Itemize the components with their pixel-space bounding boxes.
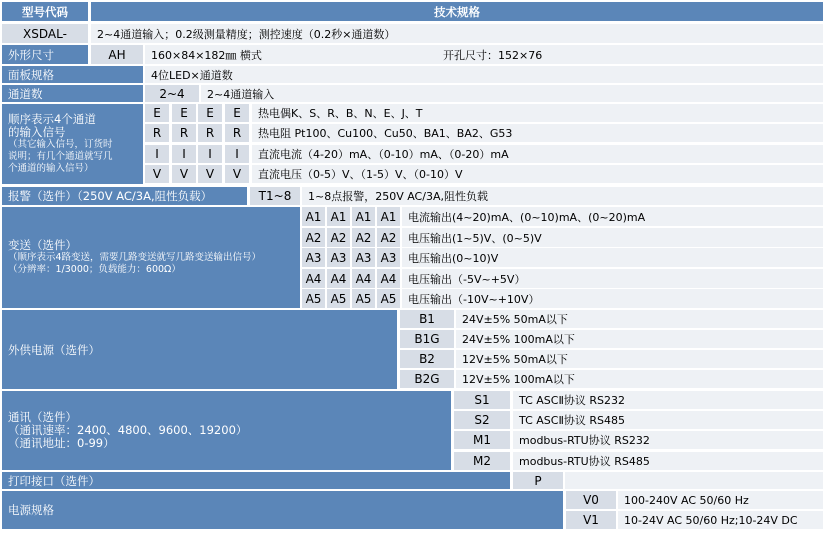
comm-protocol-description: TC ASCⅡ协议 RS232 — [513, 391, 823, 409]
transmit-output-description: 电压输出（-5V~+5V） — [402, 269, 823, 288]
alarm-label: 报警（选件）（250V AC/3A,阻性负载） — [2, 187, 247, 205]
channels-value: 2~4通道输入 — [201, 85, 823, 102]
comm-note1: （通讯速率：2400、4800、9600、19200） — [8, 423, 248, 437]
input-label-block — [2, 104, 143, 184]
shape-size — [145, 45, 823, 64]
alarm-description: 1~8点报警，250V AC/3A,阻性负载 — [302, 187, 823, 205]
base-model-code: XSDAL- — [2, 24, 88, 43]
input-note-line1: （其它输入信号，订货时 — [8, 139, 113, 150]
power-description: 100-240V AC 50/60 Hz — [618, 491, 823, 509]
input-code-cell: I — [145, 145, 169, 163]
power-out-code: B1 — [400, 310, 454, 328]
power-out-description: 24V±5% 50mA以下 — [456, 310, 823, 328]
transmit-code-cell: A1 — [302, 207, 325, 226]
shape-code: AH — [91, 45, 143, 64]
transmit-code-cell: A2 — [327, 228, 350, 247]
transmit-code-cell: A3 — [377, 248, 400, 267]
input-code-cell: V — [172, 165, 196, 183]
transmit-code-cell: A1 — [327, 207, 350, 226]
comm-code: M2 — [454, 452, 510, 470]
comm-protocol-description: modbus-RTU协议 RS232 — [513, 431, 823, 449]
power-out-code: B2G — [400, 370, 454, 388]
transmit-output-description: 电压输出(0~10)V — [402, 248, 823, 267]
comm-note2: （通讯地址：0-99） — [8, 436, 115, 450]
print-empty-cell — [565, 472, 823, 489]
transmit-code-cell: A4 — [352, 269, 375, 288]
input-code-cell: R — [172, 124, 196, 142]
power-description: 10-24V AC 50/60 Hz;10-24V DC — [618, 511, 823, 529]
shape-cutout-text: 开孔尺寸：152×76 — [443, 48, 543, 62]
transmit-code-cell: A3 — [352, 248, 375, 267]
power-out-description: 24V±5% 100mA以下 — [456, 330, 823, 348]
comm-code: S2 — [454, 411, 510, 429]
power-out-description: 12V±5% 50mA以下 — [456, 350, 823, 368]
input-label-line2: 的输入信号 — [8, 125, 66, 139]
comm-code: S1 — [454, 391, 510, 409]
input-code-cell: E — [172, 104, 196, 122]
transmit-code-cell: A1 — [377, 207, 400, 226]
input-code-cell: I — [225, 145, 249, 163]
input-signal-description: 热电偶K、S、R、B、N、E、J、T — [252, 104, 823, 122]
transmit-note1: （顺序表示4路变送，需要几路变送就写几路变送输出信号） — [8, 252, 262, 263]
transmit-code-cell: A5 — [352, 289, 375, 308]
transmit-code-cell: A4 — [302, 269, 325, 288]
input-code-cell: E — [198, 104, 222, 122]
input-code-cell: E — [225, 104, 249, 122]
power-label: 电源规格 — [2, 491, 563, 529]
transmit-label: 变送（选件） — [8, 238, 77, 252]
base-description: 2~4通道输入；0.2级测量精度；测控速度（0.2秒×通道数） — [91, 24, 823, 43]
alarm-code: T1~8 — [250, 187, 300, 205]
channels-code: 2~4 — [145, 85, 199, 102]
transmit-label-block — [2, 207, 300, 308]
transmit-note2: （分辨率：1/3000；负载能力：600Ω） — [8, 264, 181, 275]
panel-label: 面板规格 — [2, 66, 143, 83]
input-code-cell: V — [145, 165, 169, 183]
channels-label: 通道数 — [2, 85, 143, 102]
transmit-code-cell: A5 — [302, 289, 325, 308]
power-out-code: B1G — [400, 330, 454, 348]
transmit-output-description: 电压输出（-10V~+10V） — [402, 289, 823, 308]
transmit-code-cell: A5 — [377, 289, 400, 308]
power-out-code: B2 — [400, 350, 454, 368]
transmit-code-cell: A5 — [327, 289, 350, 308]
shape-size-text: 160×84×182㎜ 横式 — [151, 48, 262, 62]
header-tech-spec: 技术规格 — [91, 2, 823, 21]
power-code: V1 — [566, 511, 616, 529]
transmit-code-cell: A4 — [377, 269, 400, 288]
transmit-code-cell: A4 — [327, 269, 350, 288]
input-code-cell: R — [145, 124, 169, 142]
comm-label-block — [2, 391, 451, 470]
transmit-code-cell: A3 — [302, 248, 325, 267]
comm-label: 通讯（选件） — [8, 410, 77, 424]
panel-value: 4位LED×通道数 — [145, 66, 823, 83]
transmit-code-cell: A1 — [352, 207, 375, 226]
input-code-cell: I — [172, 145, 196, 163]
transmit-code-cell: A2 — [352, 228, 375, 247]
input-code-cell: I — [198, 145, 222, 163]
input-code-cell: V — [225, 165, 249, 183]
transmit-code-cell: A2 — [302, 228, 325, 247]
power-out-label: 外供电源（选件） — [2, 310, 397, 389]
transmit-output-description: 电压输出(1~5)V、(0~5)V — [402, 228, 823, 247]
comm-code: M1 — [454, 431, 510, 449]
input-signal-description: 直流电压（0-5）V、（1-5）V、（0-10）V — [252, 165, 823, 183]
input-code-cell: R — [198, 124, 222, 142]
input-code-cell: R — [225, 124, 249, 142]
input-note-line2: 说明；有几个通道就写几 — [8, 151, 113, 162]
input-signal-description: 热电阻 Pt100、Cu100、Cu50、BA1、BA2、G53 — [252, 124, 823, 142]
transmit-code-cell: A2 — [377, 228, 400, 247]
input-note-line3: 个通道的输入信号） — [8, 163, 94, 174]
print-label: 打印接口（选件） — [2, 472, 510, 489]
input-code-cell: E — [145, 104, 169, 122]
input-signal-description: 直流电流（4-20）mA、（0-10）mA、（0-20）mA — [252, 145, 823, 163]
power-code: V0 — [566, 491, 616, 509]
comm-protocol-description: TC ASCⅡ协议 RS485 — [513, 411, 823, 429]
transmit-output-description: 电流输出(4~20)mA、(0~10)mA、(0~20)mA — [402, 207, 823, 226]
shape-label: 外形尺寸 — [2, 45, 88, 64]
print-code: P — [513, 472, 563, 489]
input-code-cell: V — [198, 165, 222, 183]
transmit-code-cell: A3 — [327, 248, 350, 267]
header-model-code: 型号代码 — [2, 2, 88, 21]
input-label-line1: 顺序表示4个通道 — [8, 112, 96, 126]
power-out-description: 12V±5% 100mA以下 — [456, 370, 823, 388]
comm-protocol-description: modbus-RTU协议 RS485 — [513, 452, 823, 470]
